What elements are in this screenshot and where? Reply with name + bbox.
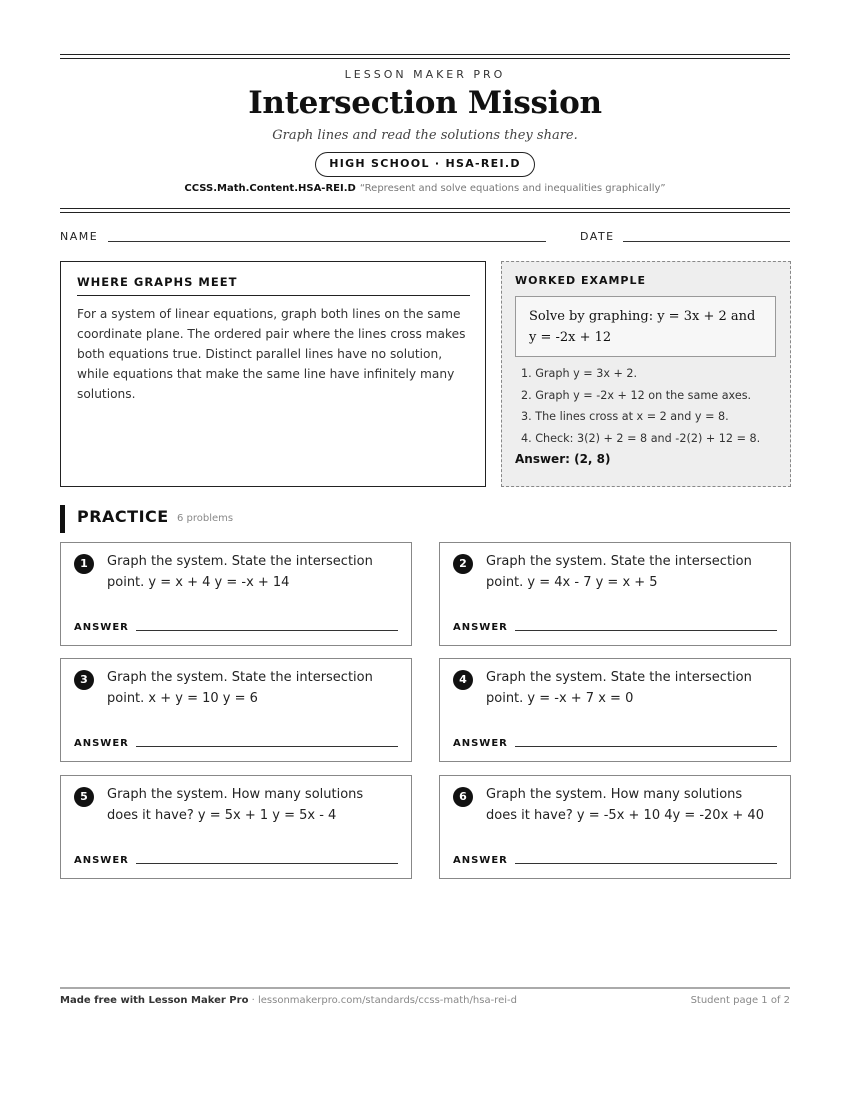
problem-text: Graph the system. How many solutions does it have? y = -5x + 10 4y = -20x + 40 (486, 787, 764, 823)
problem-text: Graph the system. State the intersection point. y = 4x - 7 y = x + 5 (486, 554, 752, 590)
practice-accent-bar (60, 505, 65, 533)
date-field[interactable] (623, 241, 790, 242)
answer-label: ANSWER (453, 738, 508, 749)
name-field[interactable] (108, 241, 546, 242)
concept-body: For a system of linear equations, graph both lines on the same coordinate plane. The ordered pair where the lines cross makes both equations true. Distinct parallel lines have no solution, while equations that make the same line have infinitely many solutions. (77, 307, 466, 401)
level-badge: HIGH SCHOOL · HSA-REI.D (315, 152, 535, 177)
standard-line (0, 183, 850, 194)
footer-credit (60, 995, 517, 1006)
problem-number: 3 (74, 670, 94, 690)
answer-label: ANSWER (453, 855, 508, 866)
worked-example-step: 4. Check: 3(2) + 2 = 8 and -2(2) + 12 = 8. (521, 431, 761, 445)
footer-made-with: Made free with Lesson Maker Pro (60, 995, 249, 1006)
level-badge-wrap (0, 152, 850, 177)
problem-card-3 (60, 658, 412, 762)
page-title: Intersection Mission (248, 85, 602, 121)
answer-field[interactable] (136, 630, 398, 631)
worked-example-answer: Answer: (2, 8) (515, 452, 611, 466)
problem-text: Graph the system. State the intersection point. y = x + 4 y = -x + 14 (107, 554, 373, 590)
worked-example-step: 1. Graph y = 3x + 2. (521, 367, 638, 380)
problem-text: Graph the system. How many solutions does it have? y = 5x + 1 y = 5x - 4 (107, 787, 364, 823)
practice-count: 6 problems (177, 513, 234, 524)
answer-field[interactable] (515, 863, 777, 864)
problem-number: 1 (74, 554, 94, 574)
page-subtitle: Graph lines and read the solutions they share. (272, 128, 578, 143)
date-label: DATE (580, 230, 615, 243)
answer-field[interactable] (515, 746, 777, 747)
worked-example-panel (501, 261, 791, 487)
problem-number: 2 (453, 554, 473, 574)
problem-number: 4 (453, 670, 473, 690)
problem-card-5 (60, 775, 412, 879)
standard-code: CCSS.Math.Content.HSA-REI.D (184, 183, 356, 194)
problem-number: 6 (453, 787, 473, 807)
answer-label: ANSWER (453, 622, 508, 633)
footer-page-number: Student page 1 of 2 (690, 995, 790, 1006)
worked-example-step: 2. Graph y = -2x + 12 on the same axes. (521, 388, 752, 402)
answer-label: ANSWER (74, 738, 129, 749)
problem-card-2 (439, 542, 791, 646)
standard-description: “Represent and solve equations and inequalities graphically” (359, 183, 666, 194)
answer-field[interactable] (136, 746, 398, 747)
problem-card-1 (60, 542, 412, 646)
footer-rule (60, 987, 790, 989)
problem-card-4 (439, 658, 791, 762)
worked-example-steps (521, 363, 777, 449)
problem-text: Graph the system. State the intersection point. x + y = 10 y = 6 (107, 670, 373, 706)
brand-name: LESSON MAKER PRO (344, 68, 506, 81)
answer-field[interactable] (136, 863, 398, 864)
header-bottom-rule (60, 208, 790, 213)
answer-label: ANSWER (74, 622, 129, 633)
footer-url: · lessonmakerpro.com/standards/ccss-math/hsa-rei-d (248, 995, 517, 1006)
problem-number: 5 (74, 787, 94, 807)
header-top-rule (60, 54, 790, 59)
practice-title: PRACTICE (77, 507, 169, 526)
problem-card-6 (439, 775, 791, 879)
worked-example-problem: Solve by graphing: y = 3x + 2 and y = -2x + 12 (515, 296, 776, 357)
problem-text: Graph the system. State the intersection point. y = -x + 7 x = 0 (486, 670, 752, 706)
name-label: NAME (60, 230, 99, 243)
answer-field[interactable] (515, 630, 777, 631)
worked-example-heading: WORKED EXAMPLE (515, 274, 646, 287)
concept-heading: WHERE GRAPHS MEET (77, 275, 470, 296)
concept-panel (60, 261, 486, 487)
answer-label: ANSWER (74, 855, 129, 866)
worked-example-step: 3. The lines cross at x = 2 and y = 8. (521, 410, 729, 423)
